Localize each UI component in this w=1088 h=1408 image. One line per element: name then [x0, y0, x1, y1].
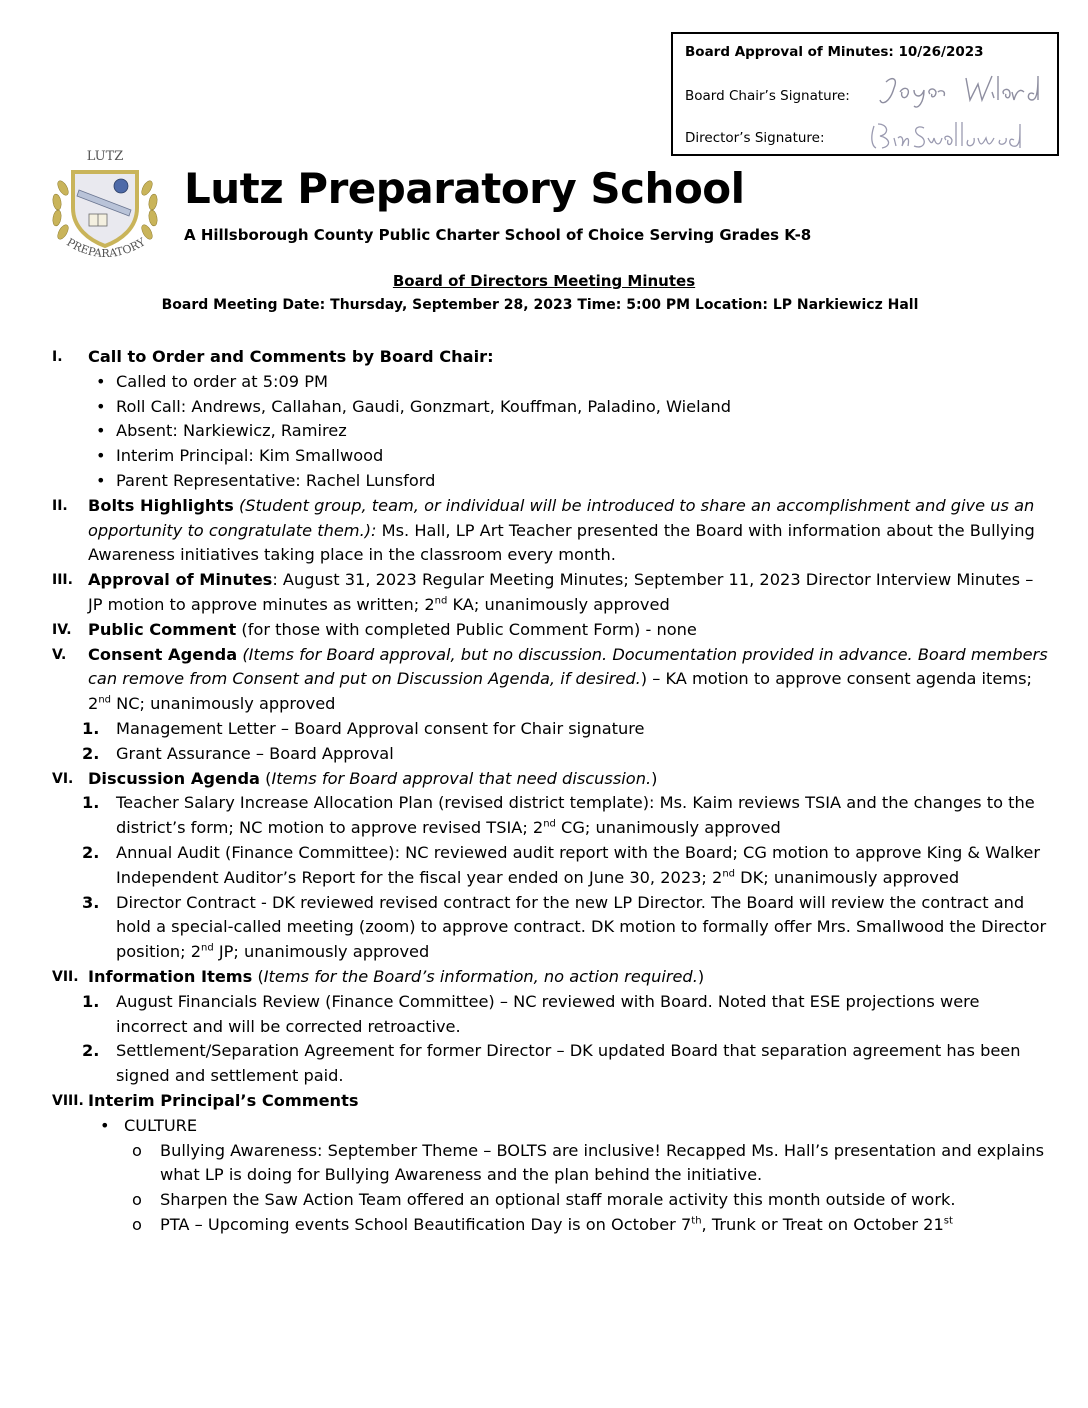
ordinal-suffix: th — [691, 1215, 702, 1227]
school-logo — [45, 148, 165, 268]
item-text: PTA – Upcoming events School Beautification Day is on October 7 — [160, 1214, 692, 1234]
section-number: VII. — [52, 968, 79, 985]
list-item — [52, 742, 1052, 767]
section-note: Items for Board approval that need discussion. — [271, 768, 652, 788]
culture-bullet: • CULTURE — [52, 1114, 1052, 1139]
list-item — [52, 891, 1052, 965]
ordinal-suffix: nd — [98, 694, 111, 706]
section-number: II. — [52, 497, 68, 514]
section-information-items — [52, 965, 1052, 990]
list-item: • Called to order at 5:09 PM — [52, 370, 1052, 395]
section-text: Ms. Hall, LP Art Teacher presented the Board with information about the Bullying Awareness initiatives taking place in the classroom every month. — [88, 520, 1035, 565]
section-number: V. — [52, 646, 67, 663]
director-signature-label: Director’s Signature: — [685, 130, 825, 146]
item-text: CG; unanimously approved — [555, 818, 781, 838]
discussion-items — [52, 791, 1052, 965]
list-item: • Roll Call: Andrews, Callahan, Gaudi, Gonzmart, Kouffman, Paladino, Wieland — [52, 395, 1052, 420]
section-text: ) – KA motion to approve consent agenda items; 2 — [88, 669, 1033, 714]
item-text: Settlement/Separation Agreement for former Director – DK updated Board that separation agreement has been signed and settlement paid. — [116, 1041, 1021, 1086]
section-heading: Approval of Minutes — [88, 570, 273, 590]
item-text: Director Contract - DK reviewed revised contract for the new LP Director. The Board will review the contract and hold a special-called meeting (zoom) to approve contract. DK motion to formally offer Mrs. Smallwood the Director position; 2 — [116, 892, 1047, 962]
paren-open: ( — [259, 768, 272, 788]
item-number: 3. — [82, 892, 100, 912]
list-item — [52, 717, 1052, 742]
director-signature — [868, 118, 1038, 160]
call-to-order-list — [52, 370, 1052, 494]
section-consent-agenda — [52, 643, 1052, 717]
section-call-to-order — [52, 345, 1052, 370]
section-number: VIII. — [52, 1092, 84, 1109]
chair-signature — [878, 72, 1048, 118]
section-number: III. — [52, 572, 73, 589]
item-text: August Financials Review (Finance Committee) – NC reviewed with Board. Noted that ESE projections were incorrect and will be corrected retroactive. — [116, 991, 980, 1036]
section-text: (for those with completed Public Comment Form) - none — [236, 619, 697, 639]
ordinal-suffix: nd — [543, 818, 556, 830]
section-heading: Interim Principal’s Comments — [88, 1090, 359, 1110]
section-number: I. — [52, 349, 63, 365]
information-items — [52, 990, 1052, 1089]
section-principal-comments — [52, 1089, 1052, 1114]
section-text: : August 31, 2023 Regular Meeting Minutes; September 11, 2023 Director Interview Minutes – JP motion to approve minutes as written; 2 — [88, 570, 1034, 614]
section-heading: Bolts Highlights — [88, 495, 234, 515]
list-item: o Sharpen the Saw Action Team offered an optional staff morale activity this month outside of work. — [52, 1188, 1052, 1213]
list-item: o Bullying Awareness: September Theme – BOLTS are inclusive! Recapped Ms. Hall’s presentation and explains what LP is doing for Bullying Awareness and the plan behind the initiative. — [52, 1139, 1052, 1189]
item-text: JP; unanimously approved — [213, 942, 430, 962]
list-item — [52, 990, 1052, 1040]
list-item: • Absent: Narkiewicz, Ramirez — [52, 419, 1052, 444]
section-public-comment — [52, 618, 1052, 643]
logo-bottom-text: PREPARATORY — [64, 235, 148, 261]
section-heading: Call to Order and Comments by Board Chair: — [88, 347, 494, 366]
section-heading: Consent Agenda — [88, 644, 238, 664]
section-heading: Discussion Agenda — [88, 768, 260, 788]
list-item — [52, 1213, 1052, 1238]
chair-signature-label: Board Chair’s Signature: — [685, 88, 850, 104]
consent-items — [52, 717, 1052, 767]
section-approval-of-minutes — [52, 568, 1052, 618]
list-item: • Parent Representative: Rachel Lunsford — [52, 469, 1052, 494]
item-number: 2. — [82, 842, 100, 862]
section-discussion-agenda — [52, 767, 1052, 792]
paren-close: ) — [697, 966, 705, 986]
item-text: DK; unanimously approved — [735, 867, 960, 887]
item-text: Annual Audit (Finance Committee): NC reviewed audit report with the Board; CG motion to approve King & Walker Independent Auditor’s Report for the fiscal year ended on June 30, 2023; 2 — [116, 842, 1040, 887]
item-text: , Trunk or Treat on October 21 — [701, 1214, 944, 1234]
document-title: Board of Directors Meeting Minutes — [392, 272, 696, 290]
list-item — [52, 791, 1052, 841]
item-number: 1. — [82, 991, 100, 1011]
item-number: 2. — [82, 1041, 100, 1061]
paren-open: ( — [252, 966, 264, 986]
section-note: (Items for Board approval, but no discussion. Documentation provided in advance. Board members can remove from Consent and put on Discussion Agenda, if desired. — [88, 644, 1048, 689]
section-number: VI. — [52, 770, 74, 787]
paren-close: ) — [651, 768, 658, 788]
ordinal-suffix: nd — [434, 595, 448, 607]
item-text: Teacher Salary Increase Allocation Plan (revised district template): Ms. Kaim reviews TSIA and the changes to the district’s form; NC motion to approve revised TSIA; 2 — [116, 793, 1035, 838]
approval-box — [671, 32, 1059, 156]
list-item — [52, 841, 1052, 891]
item-number: 1. — [82, 793, 100, 813]
culture-list — [52, 1139, 1052, 1238]
section-heading: Information Items — [88, 966, 253, 986]
ordinal-suffix: nd — [201, 942, 214, 954]
item-text: Grant Assurance – Board Approval — [116, 743, 394, 763]
section-note: (Student group, team, or individual will be introduced to share an accomplishment and give us an opportunity to congratulate them.): — [88, 495, 1035, 540]
ordinal-suffix: st — [943, 1215, 953, 1227]
item-number: 2. — [82, 743, 100, 763]
section-number: IV. — [52, 621, 72, 638]
section-note: Items for the Board’s information, no action required. — [263, 966, 698, 986]
section-heading: Public Comment — [88, 619, 237, 639]
school-name: Lutz Preparatory School — [184, 164, 745, 213]
logo-top-text: LUTZ — [86, 149, 124, 164]
section-text: KA; unanimously approved — [447, 594, 670, 614]
item-number: 1. — [82, 718, 100, 738]
meeting-meta: Board Meeting Date: Thursday, September 28, 2023 Time: 5:00 PM Location: LP Narkiewicz Hall — [161, 297, 919, 313]
approval-date: Board Approval of Minutes: 10/26/2023 — [685, 44, 984, 60]
section-bolts-highlights — [52, 494, 1052, 568]
list-item: • Interim Principal: Kim Smallwood — [52, 444, 1052, 469]
ordinal-suffix: nd — [722, 868, 736, 880]
section-text: NC; unanimously approved — [111, 694, 336, 714]
minutes-body — [52, 345, 1052, 1238]
list-item — [52, 1039, 1052, 1089]
school-subtitle: A Hillsborough County Public Charter School of Choice Serving Grades K-8 — [184, 226, 812, 244]
item-text: Management Letter – Board Approval consent for Chair signature — [116, 718, 645, 738]
